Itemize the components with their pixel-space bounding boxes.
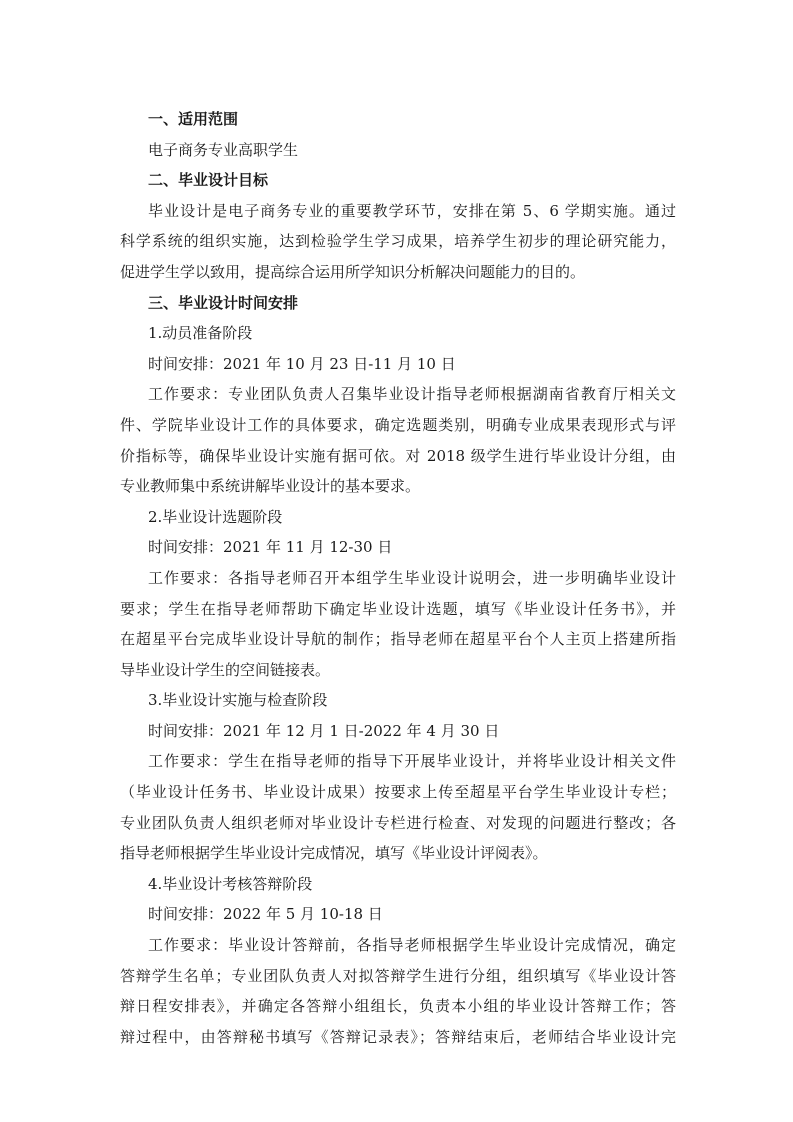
stage-time: 时间安排：2022 年 5 月 10-18 日 (148, 905, 383, 924)
stage-requirement-line: 要求；学生在指导老师帮助下确定毕业设计选题，填写《毕业设计任务书》，并 (120, 599, 676, 618)
goal-paragraph-line: 毕业设计是电子商务专业的重要教学环节，安排在第 5、6 学期实施。通过 (148, 201, 676, 220)
stage-requirement-line: 专业教师集中系统讲解毕业设计的基本要求。 (120, 477, 421, 496)
section-heading-schedule: 三、毕业设计时间安排 (148, 293, 299, 312)
stage-title: 1.动员准备阶段 (148, 324, 253, 343)
stage-time: 时间安排：2021 年 12 月 1 日-2022 年 4 月 30 日 (148, 721, 500, 740)
stage-requirement-line: （毕业设计任务书、毕业设计成果）按要求上传至超星平台学生毕业设计专栏； (120, 783, 676, 802)
stage-requirement-line: 在超星平台完成毕业设计导航的制作；指导老师在超星平台个人主页上搭建所指 (120, 630, 676, 649)
stage-requirement-line: 指导老师根据学生毕业设计完成情况，填写《毕业设计评阅表》。 (120, 844, 548, 863)
stage-requirement-line: 专业团队负责人组织老师对毕业设计专栏进行检查、对发现的问题进行整改；各 (120, 813, 676, 832)
stage-title: 2.毕业设计选题阶段 (148, 507, 283, 526)
stage-requirement-line: 工作要求：专业团队负责人召集毕业设计指导老师根据湖南省教育厅相关文 (148, 385, 676, 404)
stage-requirement-line: 工作要求：各指导老师召开本组学生毕业设计说明会，进一步明确毕业设计 (148, 568, 676, 587)
section-heading-scope: 一、适用范围 (148, 110, 239, 128)
goal-paragraph-line: 科学系统的组织实施，达到检验学生学习成果，培养学生初步的理论研究能力， (120, 232, 676, 251)
document-page (120, 104, 676, 1052)
scope-text: 电子商务专业高职学生 (148, 140, 299, 159)
stage-requirement-line: 工作要求：学生在指导老师的指导下开展毕业设计，并将毕业设计相关文件 (148, 752, 676, 771)
stage-title: 3.毕业设计实施与检查阶段 (148, 691, 328, 710)
stage-requirement-line: 辩过程中，由答辩秘书填写《答辩记录表》；答辩结束后，老师结合毕业设计完 (120, 1027, 676, 1046)
stage-requirement-line: 件、学院毕业设计工作的具体要求，确定选题类别，明确专业成果表现形式与评 (120, 415, 676, 434)
stage-requirement-line: 辩日程安排表》，并确定各答辩小组组长，负责本小组的毕业设计答辩工作；答 (120, 997, 676, 1016)
stage-time: 时间安排：2021 年 11 月 12-30 日 (148, 538, 393, 557)
stage-requirement-line: 价指标等，确保毕业设计实施有据可依。对 2018 级学生进行毕业设计分组，由 (120, 446, 676, 465)
goal-paragraph-line: 促进学生学以致用，提高综合运用所学知识分析解决问题能力的目的。 (120, 262, 586, 281)
stage-time: 时间安排：2021 年 10 月 23 日-11 月 10 日 (148, 354, 456, 373)
stage-requirement-line: 导毕业设计学生的空间链接表。 (120, 660, 331, 679)
stage-requirement-line: 答辩学生名单；专业团队负责人对拟答辩学生进行分组，组织填写《毕业设计答 (120, 966, 676, 985)
stage-requirement-line: 工作要求：毕业设计答辩前，各指导老师根据学生毕业设计完成情况，确定 (148, 936, 676, 955)
stage-title: 4.毕业设计考核答辩阶段 (148, 874, 313, 893)
section-heading-goal: 二、毕业设计目标 (148, 171, 269, 190)
